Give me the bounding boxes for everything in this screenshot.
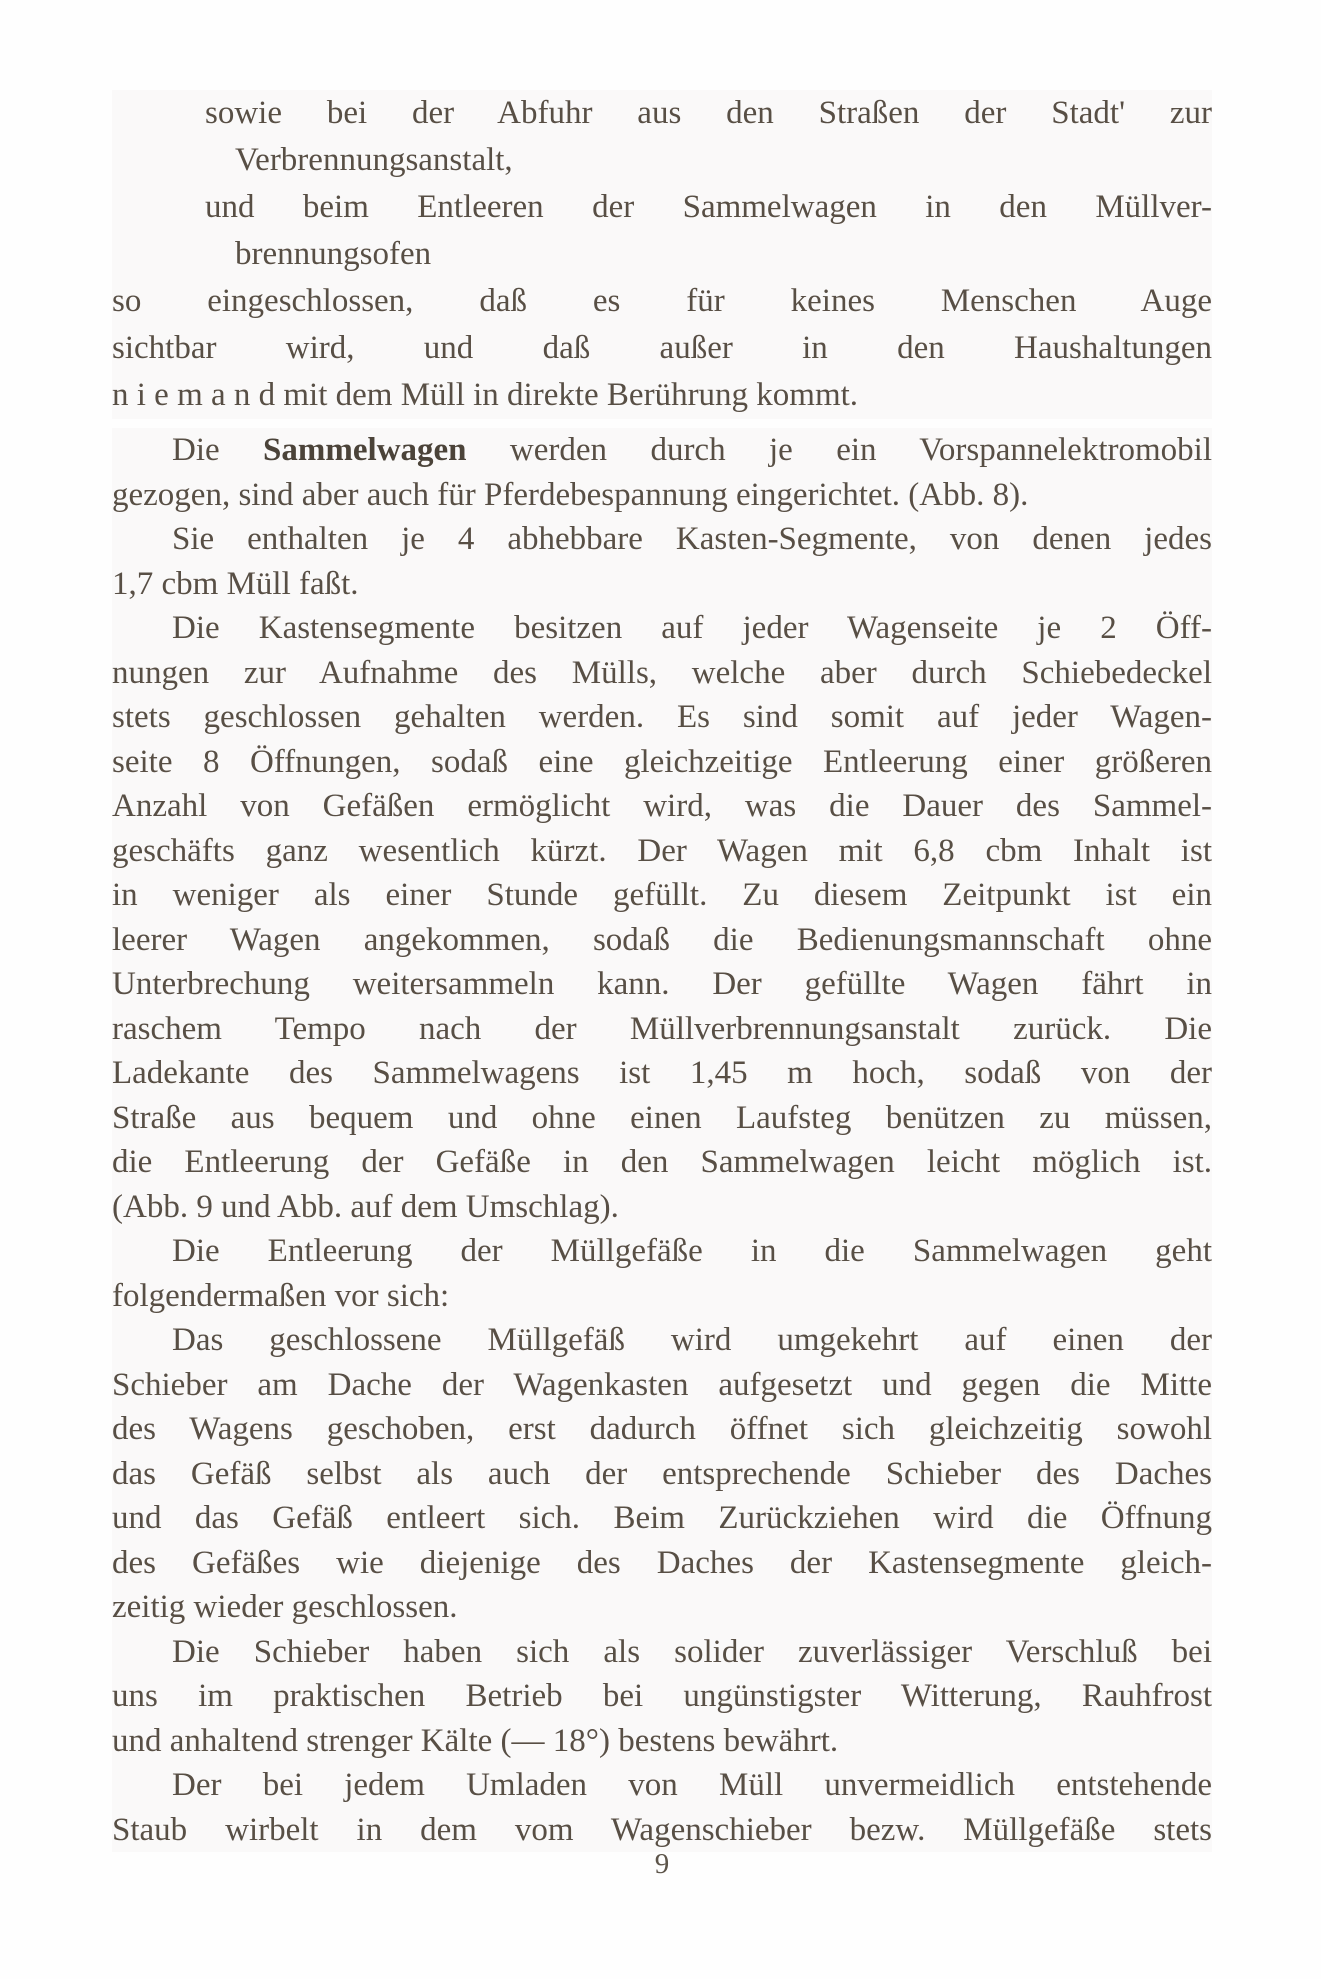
text-line: sichtbar wird, und daß außer in den Haushaltungen [112, 325, 1212, 372]
text-line: zeitig wieder geschlossen. [112, 1585, 1212, 1630]
text-line: Die Schieber haben sich als solider zuverlässiger Verschluß bei [112, 1630, 1212, 1675]
text-line: und anhaltend strenger Kälte (— 18°) bestens bewährt. [112, 1719, 1212, 1764]
text-line: Unterbrechung weitersammeln kann. Der gefüllte Wagen fährt in [112, 962, 1212, 1007]
text-line [112, 428, 1212, 473]
text-line: Die Entleerung der Müllgefäße in die Sammelwagen geht [112, 1229, 1212, 1274]
text-line: n i e m a n d mit dem Müll in direkte Berührung kommt. [112, 372, 1212, 419]
text-line: Ladekante des Sammelwagens ist 1,45 m hoch, sodaß von der [112, 1051, 1212, 1096]
text-line: Anzahl von Gefäßen ermöglicht wird, was die Dauer des Sammel- [112, 784, 1212, 829]
bold-term: Sammelwagen [263, 432, 467, 468]
text-line: geschäfts ganz wesentlich kürzt. Der Wagen mit 6,8 cbm Inhalt ist [112, 829, 1212, 874]
text-line: des Gefäßes wie diejenige des Daches der Kastensegmente gleich- [112, 1541, 1212, 1586]
text-line: Der bei jedem Umladen von Müll unvermeidlich entstehende [112, 1763, 1212, 1808]
text-line: und das Gefäß entleert sich. Beim Zurückziehen wird die Öffnung [112, 1496, 1212, 1541]
text-line: Schieber am Dache der Wagenkasten aufgesetzt und gegen die Mitte [112, 1363, 1212, 1408]
text-line: Verbrennungsanstalt, [112, 137, 1212, 184]
text-line: und beim Entleeren der Sammelwagen in den Müllver- [112, 184, 1212, 231]
text-line: gezogen, sind aber auch für Pferdebespannung eingerichtet. (Abb. 8). [112, 473, 1212, 518]
text-line: folgendermaßen vor sich: [112, 1274, 1212, 1319]
text-line: leerer Wagen angekommen, sodaß die Bedienungsmannschaft ohne [112, 918, 1212, 963]
text-segment: Die [172, 432, 264, 468]
text-line: Sie enthalten je 4 abhebbare Kasten-Segmente, von denen jedes [112, 517, 1212, 562]
text-line: uns im praktischen Betrieb bei ungünstigster Witterung, Rauhfrost [112, 1674, 1212, 1719]
text-line: so eingeschlossen, daß es für keines Menschen Auge [112, 278, 1212, 325]
text-line: die Entleerung der Gefäße in den Sammelwagen leicht möglich ist. [112, 1140, 1212, 1185]
text-line: Straße aus bequem und ohne einen Laufsteg benützen zu müssen, [112, 1096, 1212, 1141]
text-line: Staub wirbelt in dem vom Wagenschieber bezw. Müllgefäße stets [112, 1808, 1212, 1853]
text-line: stets geschlossen gehalten werden. Es sind somit auf jeder Wagen- [112, 695, 1212, 740]
text-line: brennungsofen [112, 231, 1212, 278]
document-page [112, 90, 1212, 1852]
text-line: sowie bei der Abfuhr aus den Straßen der Stadt' zur [112, 90, 1212, 137]
page-number: 9 [654, 1848, 670, 1880]
text-line: 1,7 cbm Müll faßt. [112, 562, 1212, 607]
text-line: Das geschlossene Müllgefäß wird umgekehrt auf einen der [112, 1318, 1212, 1363]
text-line: (Abb. 9 und Abb. auf dem Umschlag). [112, 1185, 1212, 1230]
text-line: das Gefäß selbst als auch der entsprechende Schieber des Daches [112, 1452, 1212, 1497]
text-line: des Wagens geschoben, erst dadurch öffnet sich gleichzeitig sowohl [112, 1407, 1212, 1452]
text-line: nungen zur Aufnahme des Mülls, welche aber durch Schiebedeckel [112, 651, 1212, 696]
text-line: Die Kastensegmente besitzen auf jeder Wagenseite je 2 Öff- [112, 606, 1212, 651]
text-line: raschem Tempo nach der Müllverbrennungsanstalt zurück. Die [112, 1007, 1212, 1052]
text-segment: werden durch je ein Vorspannelektromobil [466, 432, 1212, 468]
text-line: in weniger als einer Stunde gefüllt. Zu diesem Zeitpunkt ist ein [112, 873, 1212, 918]
text-line: seite 8 Öffnungen, sodaß eine gleichzeitige Entleerung einer größeren [112, 740, 1212, 785]
